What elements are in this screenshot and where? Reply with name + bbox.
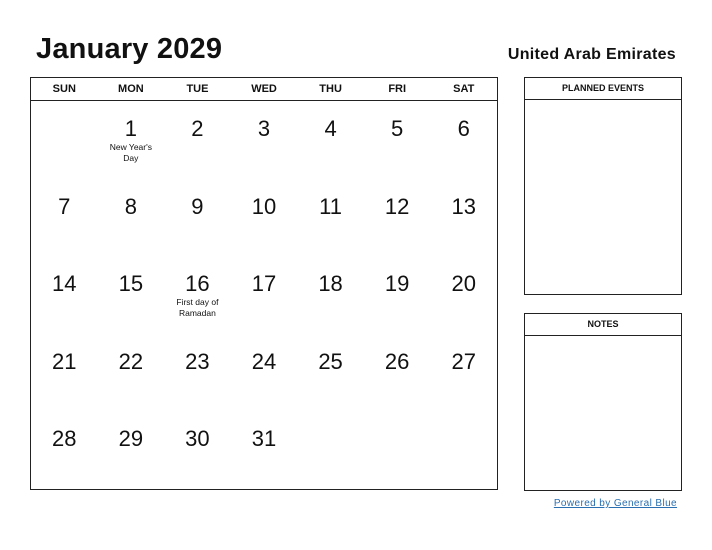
day-number: 16	[185, 271, 210, 297]
day-cell	[164, 411, 231, 489]
day-cell	[31, 179, 98, 257]
day-cell	[231, 101, 298, 179]
powered-by-link[interactable]: Powered by General Blue	[553, 498, 677, 509]
day-cell	[364, 411, 431, 489]
country-name: United Arab Emirates	[507, 46, 676, 63]
day-cell	[98, 334, 165, 412]
day-number: 26	[384, 348, 410, 374]
holiday-label: First day of Ramadan	[176, 297, 219, 319]
weekday-mon: MON	[118, 83, 144, 95]
day-cell	[31, 256, 98, 334]
notes-title: NOTES	[525, 314, 681, 336]
holiday-label: New Year's Day	[109, 142, 152, 163]
calendar-grid	[30, 77, 498, 490]
day-cell	[430, 334, 497, 412]
day-number: 28	[52, 426, 77, 452]
day-cell	[31, 411, 98, 489]
day-number: 4	[324, 116, 337, 141]
day-cell	[297, 334, 364, 412]
day-number: 23	[185, 348, 210, 374]
day-cell	[98, 101, 165, 179]
day-number: 27	[451, 348, 476, 374]
day-cell	[297, 411, 364, 489]
day-cell	[98, 411, 165, 489]
day-cell	[98, 179, 165, 257]
day-number: 15	[118, 271, 144, 297]
day-number: 14	[52, 271, 77, 297]
weekday-sun: SUN	[52, 83, 76, 95]
day-number: 22	[118, 348, 144, 374]
day-number: 1	[124, 116, 137, 141]
planned-events-panel	[524, 77, 682, 295]
day-cell	[31, 334, 98, 412]
day-number: 17	[251, 271, 277, 297]
day-number: 19	[384, 271, 410, 297]
weekday-fri: FRI	[388, 83, 407, 95]
day-cell	[297, 101, 364, 179]
day-number: 12	[384, 193, 410, 219]
day-cell	[231, 256, 298, 334]
weekday-wed: WED	[251, 83, 277, 95]
day-number: 24	[251, 348, 277, 374]
day-cell	[297, 179, 364, 257]
day-number: 3	[257, 116, 271, 141]
days-grid	[31, 101, 497, 489]
day-cell	[231, 179, 298, 257]
day-number: 31	[251, 426, 277, 452]
day-cell	[430, 179, 497, 257]
day-cell	[430, 256, 497, 334]
day-number: 29	[118, 426, 144, 452]
day-cell	[297, 256, 364, 334]
day-number: 2	[191, 116, 204, 141]
day-number: 6	[457, 116, 470, 141]
day-cell	[164, 101, 231, 179]
day-cell	[164, 256, 231, 334]
day-cell	[231, 334, 298, 412]
day-cell	[364, 101, 431, 179]
day-cell	[364, 256, 431, 334]
day-number: 9	[191, 193, 204, 219]
day-number: 11	[319, 193, 342, 219]
weekday-sat: SAT	[453, 83, 475, 95]
day-cell	[430, 411, 497, 489]
day-number: 5	[391, 116, 404, 141]
day-number: 8	[124, 193, 137, 219]
weekday-thu: THU	[319, 83, 342, 95]
planned-events-title: PLANNED EVENTS	[525, 78, 681, 100]
page-title: January 2029	[36, 33, 223, 65]
day-cell	[31, 101, 98, 179]
weekday-tue: TUE	[186, 83, 209, 95]
day-cell	[430, 101, 497, 179]
day-number: 7	[58, 193, 71, 219]
day-number: 30	[185, 426, 210, 452]
day-cell	[364, 334, 431, 412]
day-number: 13	[451, 193, 476, 219]
day-cell	[164, 334, 231, 412]
day-number: 20	[451, 271, 476, 297]
day-number: 10	[251, 193, 277, 219]
day-number: 18	[318, 271, 343, 297]
day-number: 21	[52, 348, 77, 374]
day-cell	[231, 411, 298, 489]
day-cell	[98, 256, 165, 334]
day-cell	[164, 179, 231, 257]
day-number: 25	[318, 348, 343, 374]
weekday-header	[31, 78, 497, 101]
notes-panel	[524, 313, 682, 491]
day-cell	[364, 179, 431, 257]
